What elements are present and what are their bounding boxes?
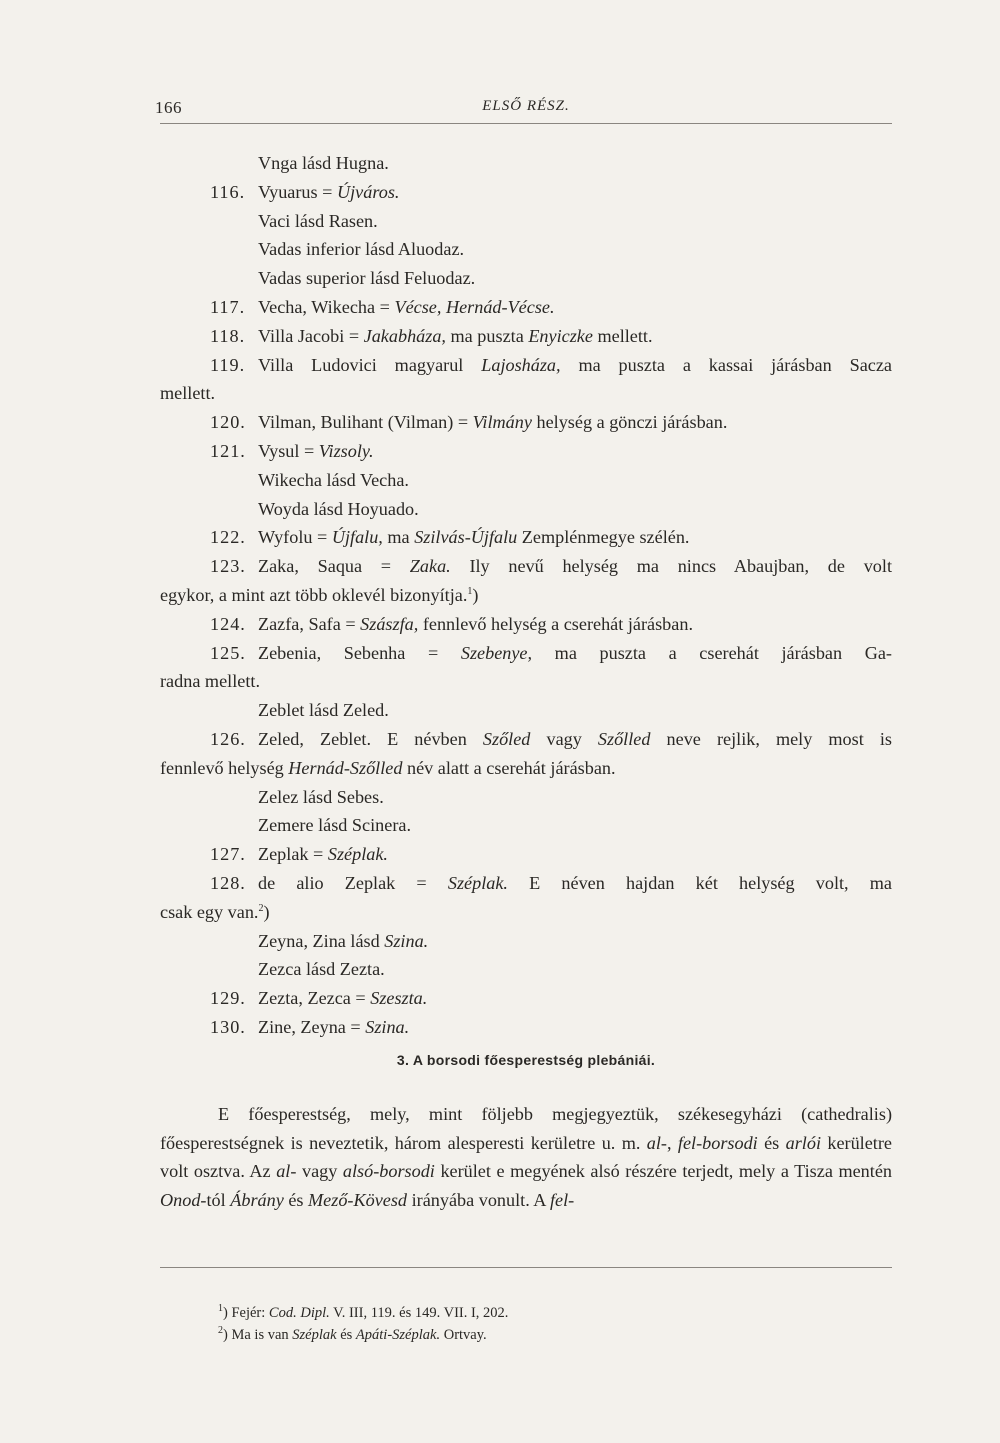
entry-number: 126. [210,728,246,749]
entry-text: Zeblet lásd Zeled. [258,700,389,721]
entry-line [160,235,892,264]
entry-line [160,725,892,783]
footnote-text: Ma is van Széplak és Apáti-Széplak. Ortvay. [231,1327,487,1343]
entry-line [160,1013,892,1042]
entry-text: de alio Zeplak = Széplak. E néven hajdan két helység volt, ma [258,872,892,893]
footnote: $^1$) Fejér: Cod. Dipl. V. III, 119. és 149. VII. I, 202. [218,1303,509,1321]
entry-line [160,840,892,869]
entry-number: 119. [210,354,246,375]
entry-number: 116. [210,181,246,202]
footnote-mark: 1 [218,1303,223,1315]
entry-line [160,178,892,207]
header-rule [160,123,892,124]
entry-continuation: fennlevő helység Hernád-Szőlled név alatt a cserehát járásban. [160,757,616,778]
footnote-mark: 2 [218,1325,223,1337]
entry-line [160,552,892,610]
entry-text: Zezca lásd Zezta. [258,959,385,980]
entry-number: 121. [210,440,246,461]
page-header [155,98,892,126]
body-paragraph: E főesperestség, mely, mint följebb megjegyeztük, székesegyházi (cathedralis) főesperestségnek is neveztetik, három alesperesti kerületre u. m. al-, fel-borsodi és arlói kerületre volt osztva. Az al- vagy alsó-borsodi kerület e megyének alsó részére terjedt, mely a Tisza mentén Onod-tól Ábrány és Mező-Kövesd irányába vonult. A fel- [160,1104,892,1210]
entry-text: Wikecha lásd Vecha. [258,469,409,490]
entry-text: Zelez lásd Sebes. [258,786,384,807]
entry-text: Vadas superior lásd Feluodaz. [258,268,476,289]
entry-text: Vysul = Vizsoly. [258,440,374,461]
entry-continuation: radna mellett. [160,671,260,692]
entry-line [160,639,892,697]
entry-text: Zeplak = Széplak. [258,844,388,865]
entry-text: Zazfa, Safa = Szászfa, fennlevő helység a cserehát járásban. [258,613,693,634]
entry-text: Vilman, Bulihant (Vilman) = Vilmány helység a gönczi járásban. [258,412,728,433]
entry-line [160,696,892,725]
footnote-rule [160,1267,892,1268]
entry-number: 124. [210,613,246,634]
entry-text: Zeyna, Zina lásd Szina. [258,930,429,951]
entry-text: Zezta, Zezca = Szeszta. [258,988,428,1009]
entry-text: Zaka, Saqua = Zaka. Ily nevű helység ma nincs Abaujban, de volt [258,556,892,577]
section-heading: 3. A borsodi főesperestség plebániái. [396,1052,656,1068]
entry-line [160,610,892,639]
entry-line [160,322,892,351]
entry-line [160,408,892,437]
entry-number: 128. [210,872,246,893]
entry-line [160,437,892,466]
gazetteer-entries [160,149,892,1042]
footnote: $^2$) Ma is van Széplak és Apáti-Széplak. Ortvay. [218,1325,487,1343]
entry-number: 129. [210,988,246,1009]
entry-text: Vyuarus = Újváros. [258,181,400,202]
entry-text: Vaci lásd Rasen. [258,210,378,231]
entry-line [160,811,892,840]
entry-number: 122. [210,527,246,548]
entry-text: Villa Jacobi = Jakabháza, ma puszta Enyiczke mellett. [258,325,653,346]
footnotes [218,1302,508,1346]
entry-line [160,495,892,524]
entry-line [160,869,892,927]
entry-number: 123. [210,556,246,577]
entry-number: 120. [210,412,246,433]
entry-text: Zemere lásd Scinera. [258,815,412,836]
entry-text: Zebenia, Sebenha = Szebenye, ma puszta a cserehát járásban Ga- [258,642,892,663]
entry-text: Zine, Zeyna = Szina. [258,1016,410,1037]
entry-line [160,149,892,178]
entry-text: Wyfolu = Újfalu, ma Szilvás-Újfalu Zemplénmegye szélén. [258,527,690,548]
footnote-text: Fejér: Cod. Dipl. V. III, 119. és 149. VII. I, 202. [231,1305,509,1321]
entry-line [160,293,892,322]
entry-line [160,466,892,495]
entry-text: Vnga lásd Hugna. [258,153,389,173]
entry-text: Vadas inferior lásd Aluodaz. [258,239,465,260]
entry-text: Vecha, Wikecha = Vécse, Hernád-Vécse. [258,296,555,317]
entry-number: 117. [210,296,246,317]
entry-text: Villa Ludovici magyarul Lajosháza, ma puszta a kassai járásban Sacza [258,354,892,375]
entry-number: 125. [210,642,246,663]
entry-number: 118. [210,325,246,346]
entry-line [160,927,892,956]
entry-line [160,984,892,1013]
entry-line [160,264,892,293]
entry-text: Zeled, Zeblet. E névben Szőled vagy Szőlled neve rejlik, mely most is [258,728,892,749]
entry-number: 130. [210,1016,246,1037]
entry-continuation: csak egy van.$^2$) [160,901,270,922]
entry-line [160,207,892,236]
entry-line [160,955,892,984]
entry-line [160,523,892,552]
entry-number: 127. [210,844,246,865]
entry-line [160,783,892,812]
page-number: 166 [155,98,182,117]
running-title: ELSŐ RÉSZ. [482,98,570,114]
entry-continuation: mellett. [160,383,216,404]
entry-continuation: egykor, a mint azt több oklevél bizonyítja.$^1$) [160,584,479,605]
entry-text: Woyda lásd Hoyuado. [258,498,419,519]
entry-line [160,351,892,409]
